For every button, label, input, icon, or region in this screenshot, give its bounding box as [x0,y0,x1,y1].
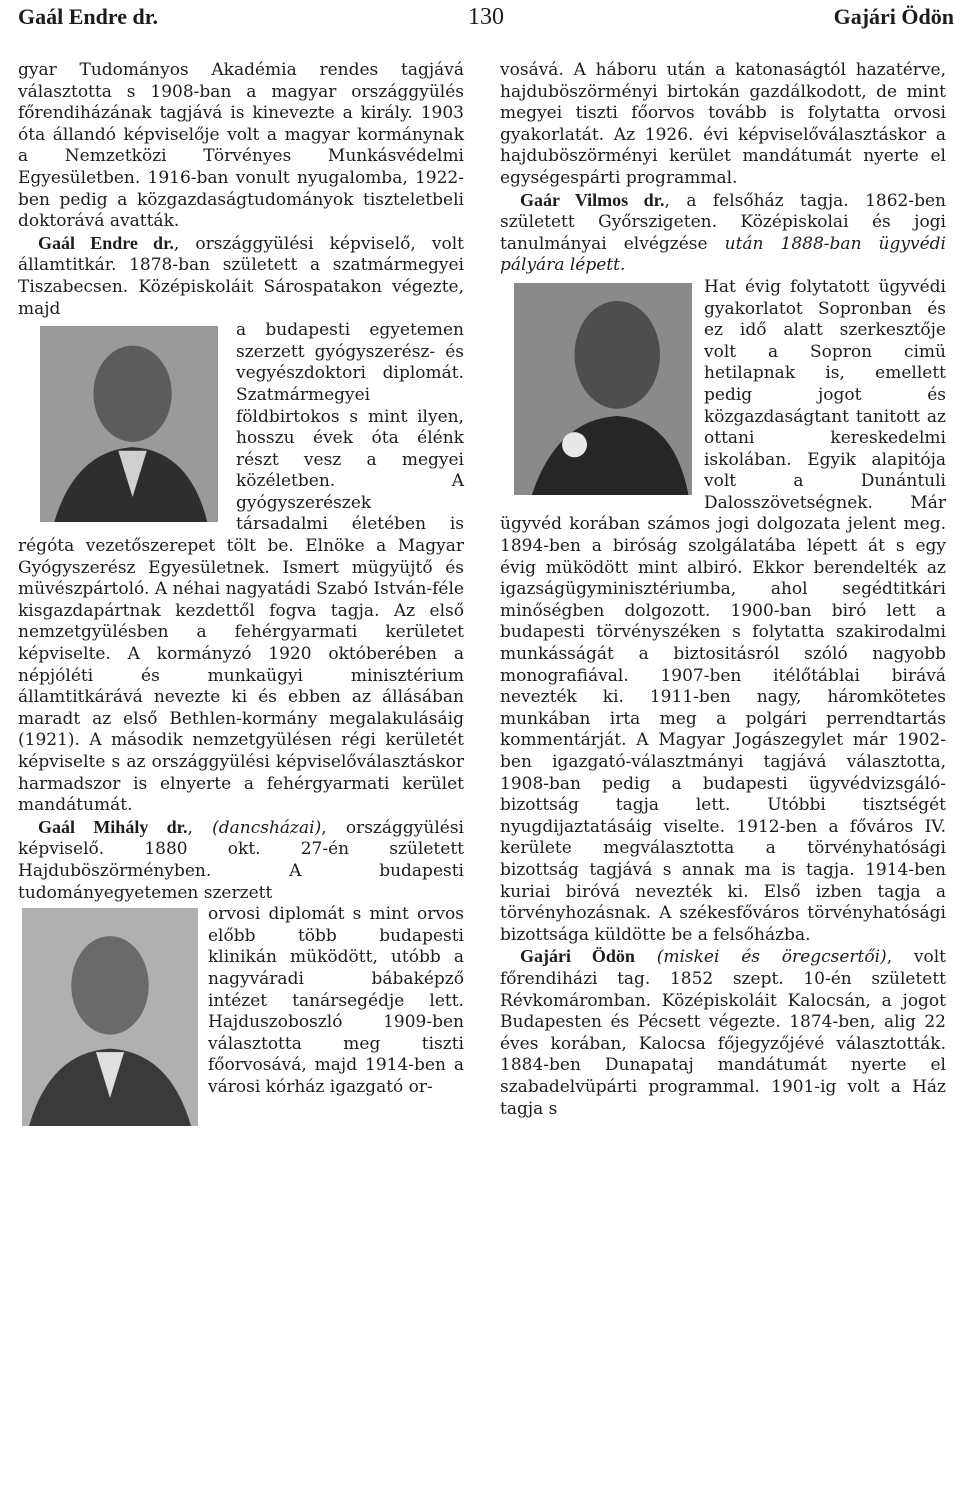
left-column [18,60,464,1132]
portrait-photo-gaar-vilmos [514,283,692,495]
entry-gaal-endre-cont: a budapesti egyetemen szerzett gyógyszerész- és vegyészdoktori diplomát. Szatmármegyei földbirtokos s mint ilyen, hosszu évek óta élénk részt vesz a megyei közéletben. A gyógyszerészek társadalmi életében is régóta vezetőszerepet tölt be. Elnöke a Magyar Gyógyszerész Egyesületnek. Ismert mügyüjtő és müvészpártoló. A néhai nagyatádi Szabó István-féle kisgazdapártnak kezdettől fogva tagja. Az első nemzetgyülésben a fehérgyarmati kerületet képviselte. A kormányzó 1920 októberében a népjóléti és munkaügyi minisztérium államtitkárává nevezte ki és ebben az állásában maradt az első Bethlen-kormány megalakulásáig (1921). A második nemzetgyülésen régi kerületét képviselte s az országgyülési képviselőválasztáskor harmadszor is elnyerte a fehérgyarmati kerület mandátumát. [18,320,464,816]
entry-gaar-vilmos-cont: Hat évig folytatott ügyvédi gyakorlatot Sopronban és ez idő alatt szerkesztője volt a Sopron cimü hetilapnak is, emellett pedig jogot és közgazdaságtant tanitott az ottani kereskedelmi iskolában. Egyik alapitója volt a Dunántuli Dalosszövetségnek. Már ügyvéd korában számos jogi dolgozata jelent meg. 1894-ben a biróság szolgálatába lépett át s egy évig müködött mint albiró. Ekkor berendelték az igazságügyminisztériumba, ahol segédtitkári minőségben dolgozott. 1900-ban biró lett a budapesti törvényszéken s folytatta szakirodalmi munkásságát a biztositásról szóló nagyobb monografiával. 1907-ben itélőtáblai birává nevezték ki. 1911-ben nagy, háromkötetes munkában irta meg a polgári perrendtartás kommentárját. A Magyar Jogászegylet már 1902-ben igazgató-választmányi tagjává választotta, 1908-ban pedig a budapesti ügyvédvizsgáló-bizottság tagja lett. Utóbbi tisztségét nyugdijaztatásáig viselte. 1912-ben a főváros IV. kerülete megválasztotta a törvényhatósági bizottság tagjává s annak ma is tagja. 1914-ben kuriai biróvá nevezték ki. Első izben tagja a törvényhozásnak. A székesfőváros törvényhatósági bizottsága küldötte be a felsőházba. [500,276,946,945]
entry-gaar-vilmos: Gaár Vilmos dr., a felsőház tagja. 1862-ben született Győrszigeten. Középiskolai és jogi tanulmányai elvégzése után 1888-ban ügyvédi pályára lépett. [500,189,946,276]
header-right: Gajári Ödön [833,4,954,29]
header-left: Gaál Endre dr. [18,4,158,29]
entry-gajari-odon: Gajári Ödön (miskei és öregcsertői), volt főrendiházi tag. 1852 szept. 10-én született Révkomáromban. Középiskoláit Kalocsán, a jogot Budapesten és Pécsett végezte. 1874-ben, alig 22 éves korában, Kalocsa főjegyzőjévé választották. 1884-ben Dunapataj mandátumát nyerte el szabadelvüpárti programmal. 1901-ig volt a Ház tagja s [500,946,946,1119]
paragraph-continuation: gyar Tudományos Akadémia rendes tagjává választotta s 1908-ban a magyar országgyülés főrendiházának tagjává is kinevezte a király. 1903 óta állandó képviselője volt a magyar kormánynak a Nemzetközi Törvényes Munkásvédelmi Egyesületben. 1916-ban vonult nyugalomba, 1922-ben pedig a közgazdaságtudományok tiszteletbeli doktorává avatták. [18,60,464,232]
entry-name: Gaál Endre dr. [38,232,174,253]
entry-name: Gaál Mihály dr. [38,816,188,837]
page-header [18,4,954,34]
paragraph-continuation: vosává. A háboru után a katonaságtól hazatérve, hajduböszörményi birtokán gazdálkodott, de mint megyei tiszti főorvos tovább is folytatta orvosi gyakorlatát. Az 1926. évi képviselőválasztáskor a hajduböszörményi kerület mandátumát nyerte el egységespárti programmal. [500,60,946,188]
entry-gaal-endre: Gaál Endre dr., országgyülési képviselő, volt államtitkár. 1878-ban született a szatmármegyei Tiszabecsen. Középiskoláit Sárospatakon végezte, majd [18,232,464,319]
entry-gaal-mihaly: Gaál Mihály dr., (dancsházai), országgyülési képviselő. 1880 okt. 27-én született Hajduböszörményben. A budapesti tudományegyetemen szerzett [18,816,464,903]
entry-gaal-mihaly-cont: orvosi diplomát s mint orvos előbb több budapesti klinikán müködött, utóbb a nagyváradi bábaképző intézet tanársegédje lett. Hajduszoboszló 1909-ben választotta meg tiszti főorvosává, majd 1914-ben a városi kórház igazgató or- [208,904,464,1097]
entry-name: Gaár Vilmos dr. [520,189,665,210]
portrait-photo-gaal-endre [40,326,218,522]
right-column [500,60,946,1120]
entry-name: Gajári Ödön [520,946,635,967]
portrait-photo-gaal-mihaly [22,908,198,1126]
page-number: 130 [468,4,504,30]
